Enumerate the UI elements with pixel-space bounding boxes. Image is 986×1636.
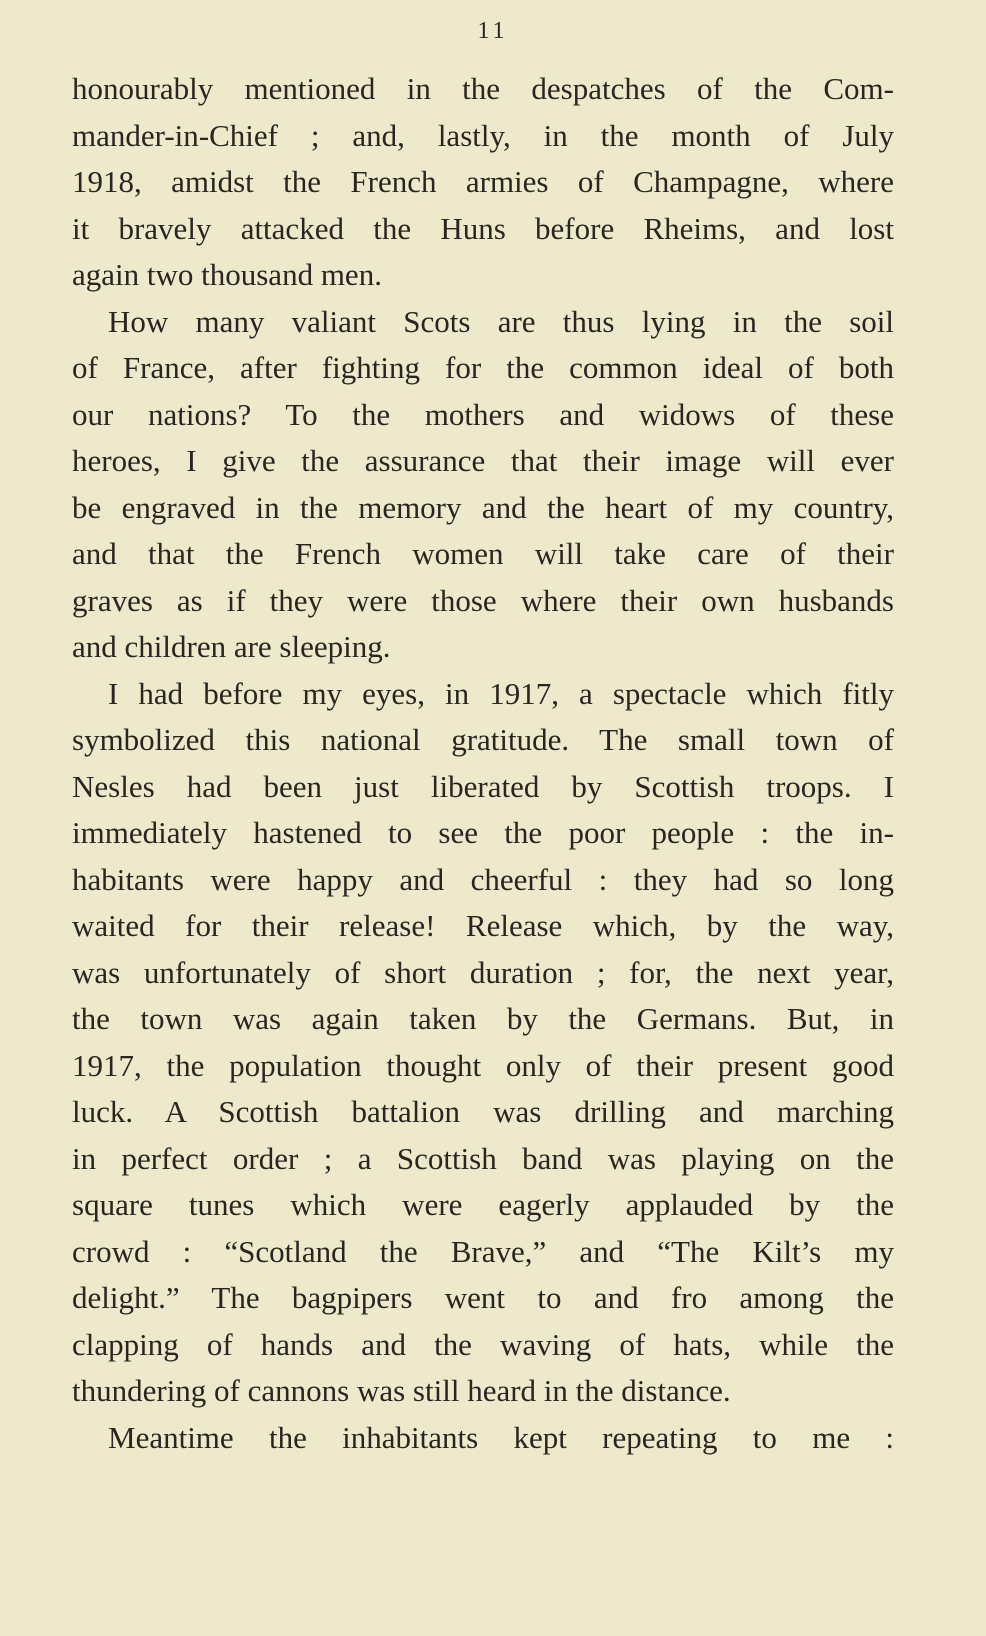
text-line: the town was again taken by the Germans. But, in (72, 1001, 894, 1036)
text-line: again two thousand men. (72, 257, 382, 292)
page-number: 11 (477, 18, 509, 44)
text-line: graves as if they were those where their own husbands (72, 582, 894, 618)
text-line: luck. A Scottish battalion was drilling and marching (72, 1094, 894, 1129)
text-line: it bravely attacked the Huns before Rheims, and lost (72, 210, 894, 246)
body-text (72, 66, 894, 1461)
text-line: crowd : “Scotland the Brave,” and “The Kilt’s my (72, 1233, 894, 1269)
text-line: mander-in-Chief ; and, lastly, in the month of July (72, 117, 894, 153)
text-line: delight.” The bagpipers went to and fro among the (72, 1280, 894, 1315)
text-line: 1918, amidst the French armies of Champagne, where (72, 164, 894, 199)
text-line: clapping of hands and the waving of hats, while the (72, 1326, 894, 1362)
text-line: 1917, the population thought only of their present good (72, 1047, 894, 1083)
text-line: in perfect order ; a Scottish band was playing on the (72, 1140, 894, 1176)
text-line: habitants were happy and cheerful : they had so long (72, 861, 894, 897)
text-line: How many valiant Scots are thus lying in the soil (108, 303, 894, 339)
text-line: our nations? To the mothers and widows of these (72, 396, 894, 432)
text-line: immediately hastened to see the poor people : the in- (72, 815, 894, 850)
text-line: Meantime the inhabitants kept repeating to me : (108, 1419, 894, 1455)
text-line: and children are sleeping. (72, 629, 391, 664)
text-line: heroes, I give the assurance that their image will ever (72, 443, 894, 478)
text-line: thundering of cannons was still heard in the distance. (72, 1373, 731, 1408)
text-line: symbolized this national gratitude. The small town of (72, 722, 894, 757)
text-line: honourably mentioned in the despatches of the Com- (72, 71, 894, 106)
text-line: was unfortunately of short duration ; for, the next year, (72, 954, 894, 990)
text-line: be engraved in the memory and the heart of my country, (72, 489, 894, 525)
text-line: of France, after fighting for the common ideal of both (72, 350, 894, 385)
text-line: square tunes which were eagerly applauded by the (72, 1187, 894, 1222)
text-line: Nesles had been just liberated by Scottish troops. I (72, 768, 894, 804)
text-line: I had before my eyes, in 1917, a spectacle which fitly (108, 675, 894, 711)
text-line: and that the French women will take care of their (72, 536, 894, 571)
text-line: waited for their release! Release which, by the way, (72, 908, 894, 943)
